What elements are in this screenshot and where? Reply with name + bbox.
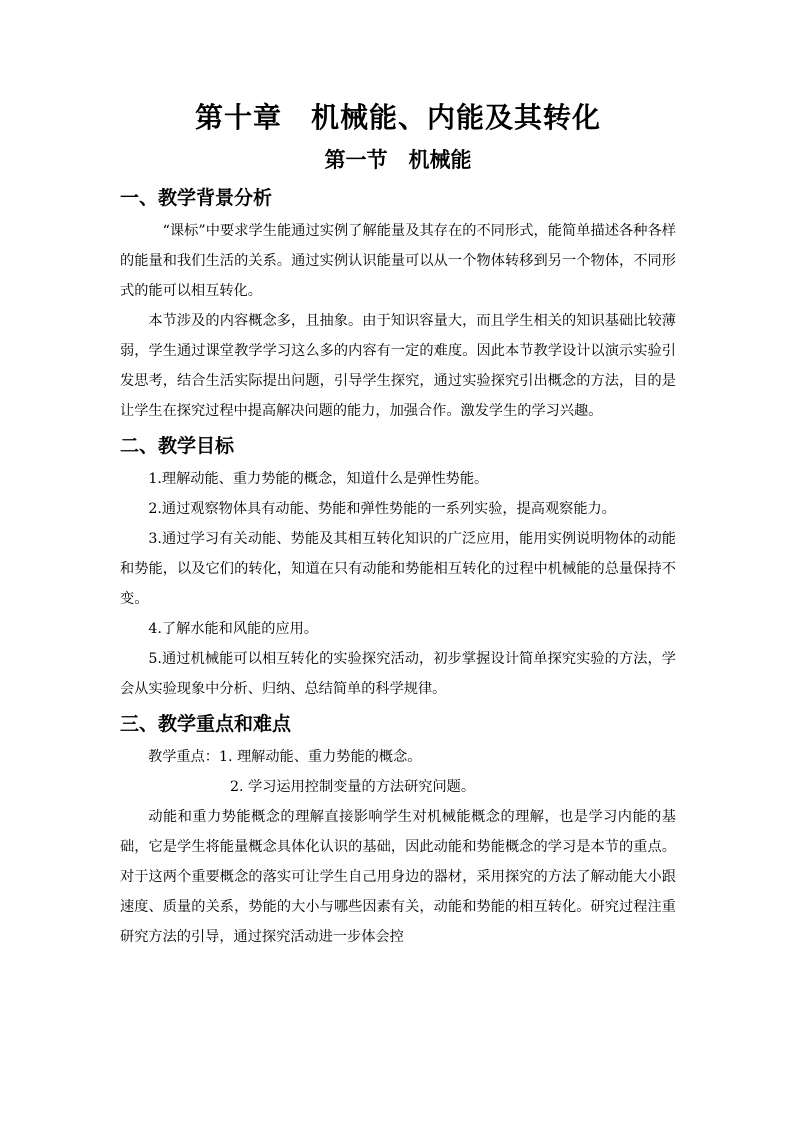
key-point-item: 1. 理解动能、重力势能的概念。 (218, 749, 422, 765)
key-point-line (120, 742, 676, 772)
key-point-item: 2. 学习运用控制变量的方法研究问题。 (230, 779, 476, 795)
heading-key-points: 三、教学重点和难点 (120, 713, 292, 735)
key-point-label: 教学重点： (148, 749, 219, 765)
heading-objectives: 二、教学目标 (120, 435, 235, 457)
background-paragraph: “课标”中要求学生能通过实例了解能量及其存在的不同形式，能简单描述各种各样的能量和我们生活的关系。通过实例认识能量可以从一个物体转移到另一个物体，不同形式的能可以相互转化。 (120, 223, 676, 299)
heading-background: 一、教学背景分析 (120, 187, 273, 209)
key-points-paragraph: 动能和重力势能概念的理解直接影响学生对机械能概念的理解，也是学习内能的基础，它是学生将能量概念具体化认识的基础，因此动能和势能概念的学习是本节的重点。对于这两个重要概念的落实可让学生自己用身边的器材，采用探究的方法了解动能大小跟速度、质量的关系，势能的大小与哪些因素有关，动能和势能的相互转化。研究过程注重研究方法的引导，通过探究活动进一步体会控 (120, 809, 676, 945)
background-paragraph: 本节涉及的内容概念多，且抽象。由于知识容量大，而且学生相关的知识基础比较薄弱，学生通过课堂教学学习这么多的内容有一定的难度。因此本节教学设计以演示实验引发思考，结合生活实际提出问题，引导学生探究，通过实验探究引出概念的方法，目的是让学生在探究过程中提高解决问题的能力，加强合作。激发学生的学习兴趣。 (120, 313, 676, 419)
objective-item: 1.理解动能、重力势能的概念，知道什么是弹性势能。 (148, 471, 489, 487)
objective-item: 3.通过学习有关动能、势能及其相互转化知识的广泛应用，能用实例说明物体的动能和势能，以及它们的转化，知道在只有动能和势能相互转化的过程中机械能的总量保持不变。 (120, 531, 676, 607)
section-title: 第一节 机械能 (324, 148, 472, 172)
objective-item: 2.通过观察物体具有动能、势能和弹性势能的一系列实验，提高观察能力。 (148, 501, 616, 517)
objective-item: 4.了解水能和风能的应用。 (148, 621, 318, 637)
document-page (120, 96, 676, 952)
chapter-title: 第十章 机械能、内能及其转化 (194, 101, 601, 134)
objective-item: 5.通过机械能可以相互转化的实验探究活动，初步掌握设计简单探究实验的方法，学会从实验现象中分析、归纳、总结简单的科学规律。 (120, 651, 676, 697)
